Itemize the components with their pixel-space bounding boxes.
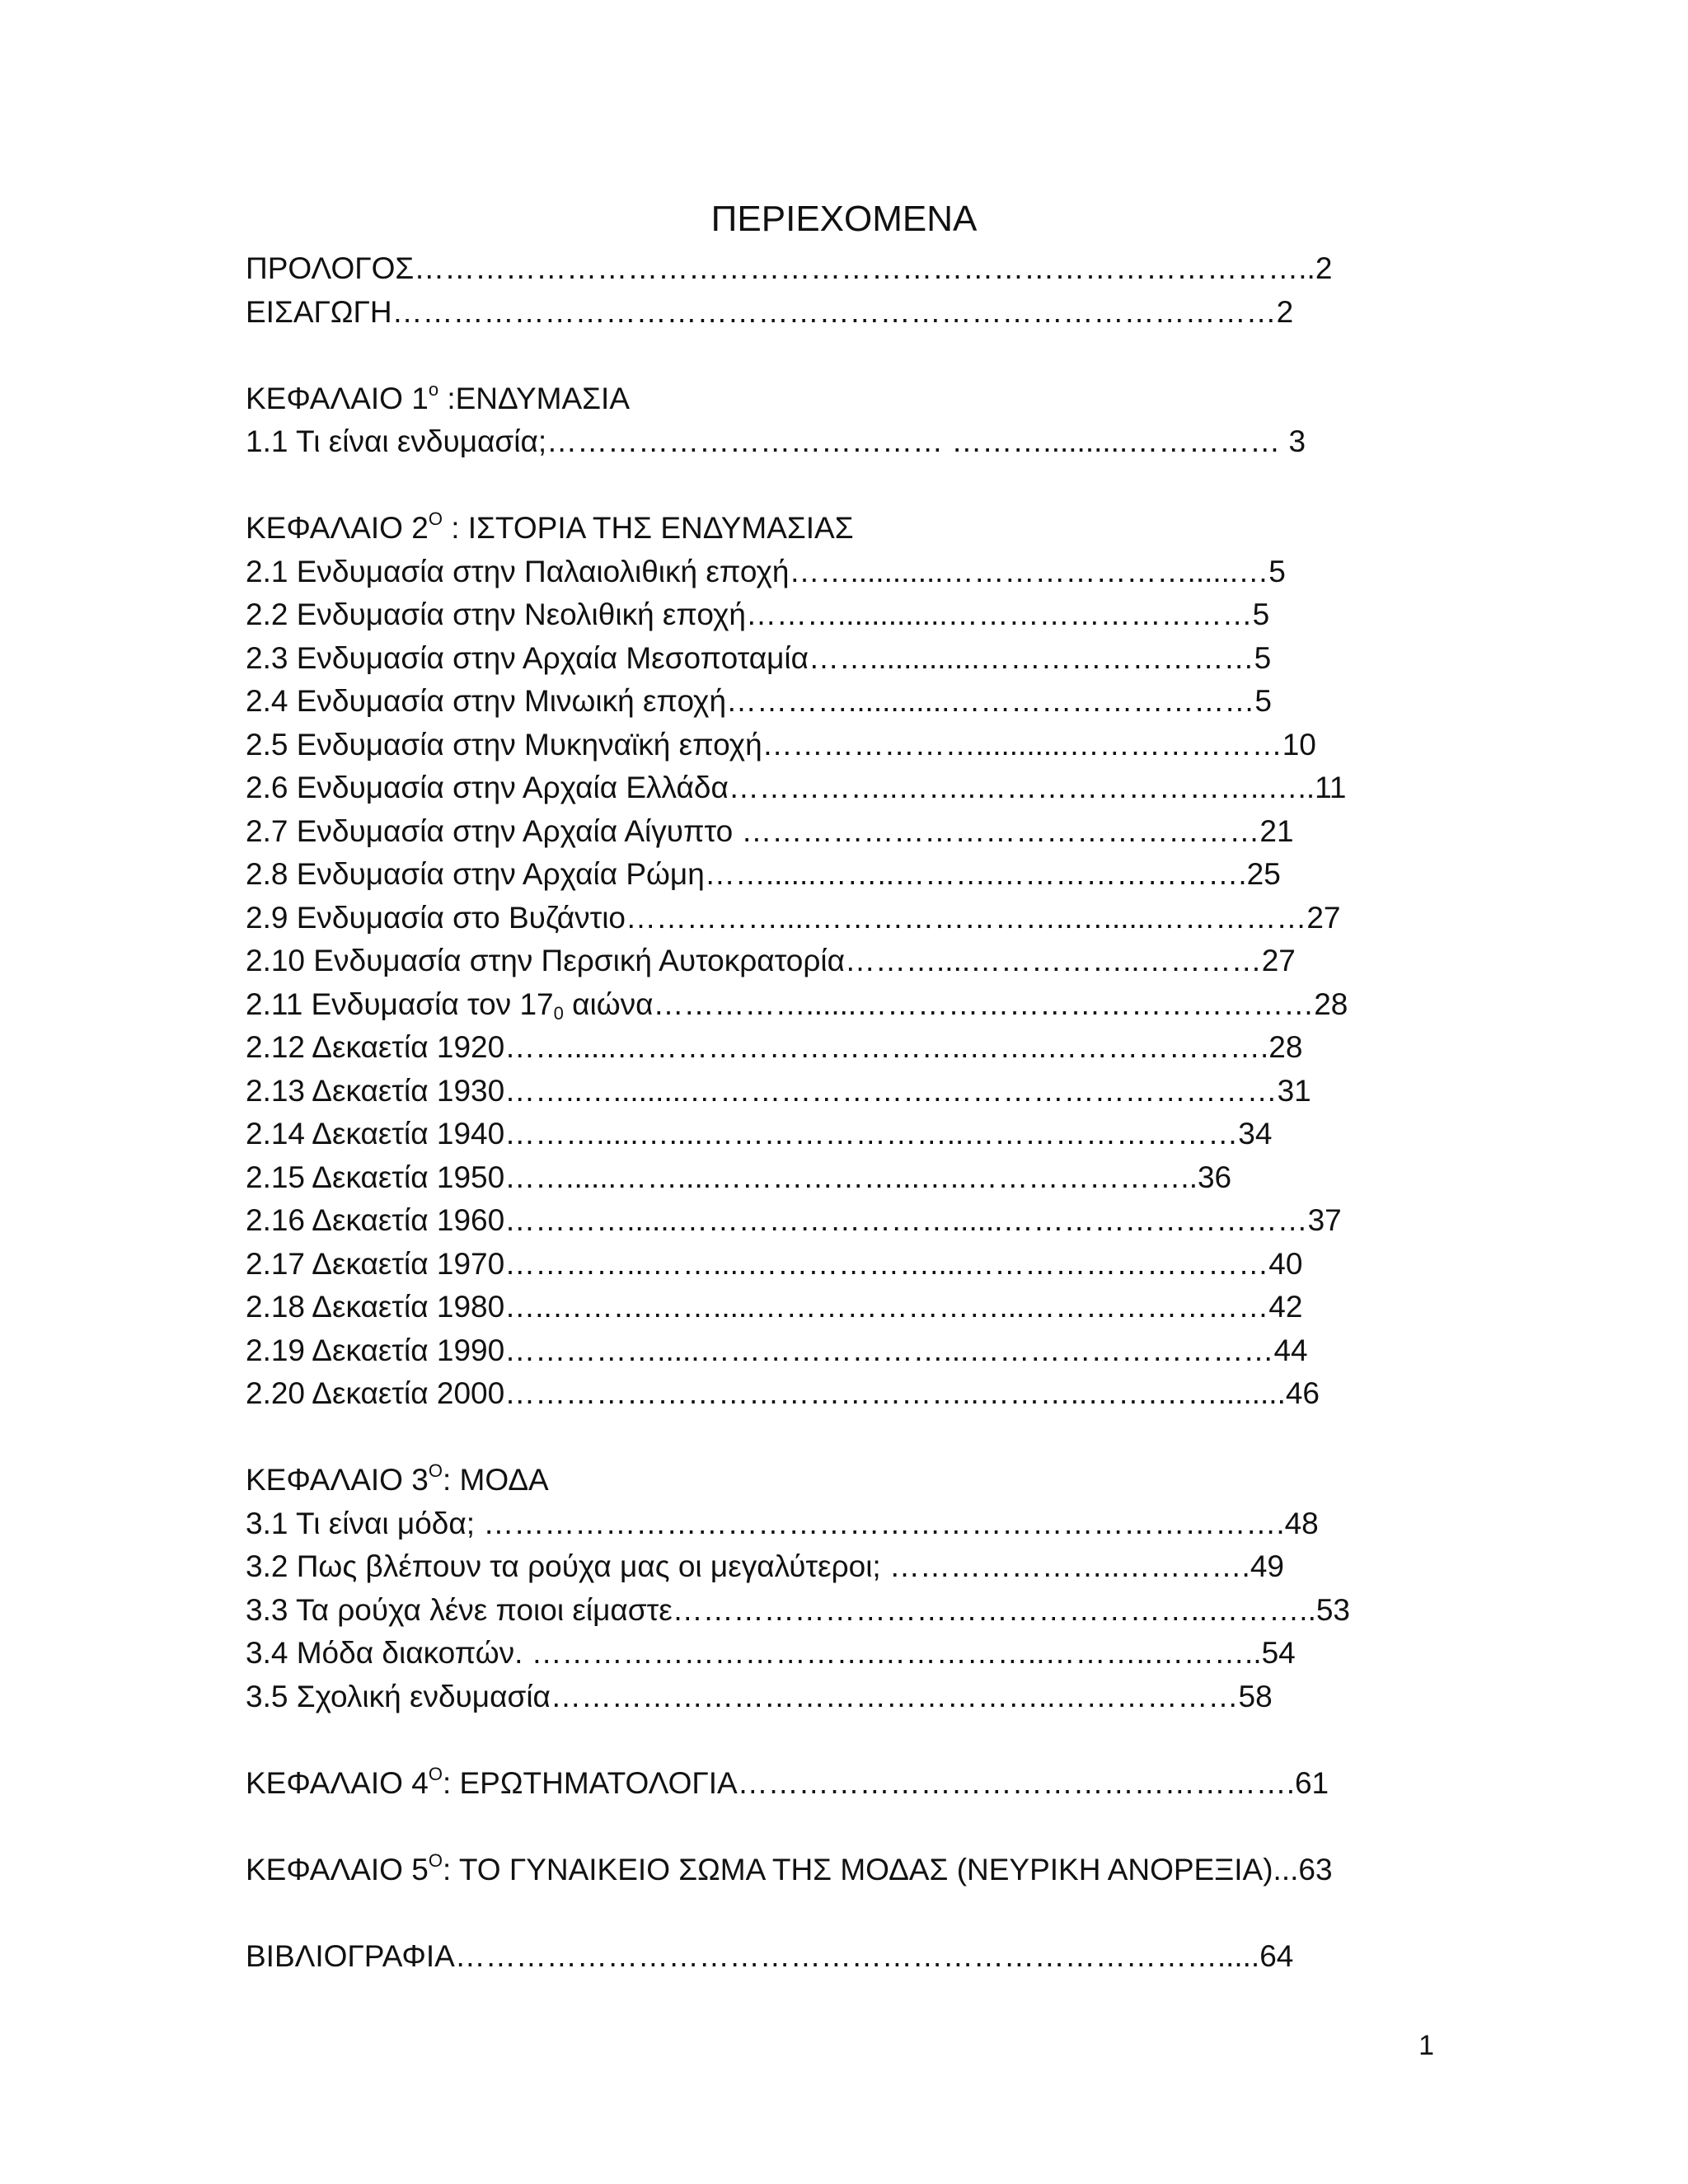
toc-entry-2-5: 2.5 Ενδυμασία στην Μυκηναϊκή εποχή…………………...........…………………10: [246, 727, 1316, 762]
toc-entry-3-1: 3.1 Τι είναι μόδα; …………………………………………………………………….48: [246, 1506, 1319, 1540]
toc-entry-3-5: 3.5 Σχολική ενδυμασία…………………………………………..………………58: [246, 1679, 1273, 1713]
toc-entry-2-15: 2.15 Δεκαετία 1950……......……....………………...…..…………………..36: [246, 1160, 1232, 1194]
toc-entry-2-18: 2.18 Δεκαετία 1980…..……….…….....……………………...……………………42: [246, 1290, 1303, 1324]
toc-entry-1-1: 1.1 Τι είναι ενδυμασία;………………………………… ………..........…………… 3: [246, 424, 1306, 458]
toc-entry-2-17: 2.17 Δεκαετία 1970…………...……....………………....…………………………40: [246, 1246, 1303, 1281]
toc-entry-2-19: 2.19 Δεκαετία 1990…………….....……………………...…………………………44: [246, 1333, 1308, 1367]
toc-chapter-1-heading: ΚΕΦΑΛΑΙΟ $1^o$ :ΕΝΔΥΜΑΣΙΑ: [246, 378, 630, 415]
toc-entry-bibliography: ΒΙΒΛΙΟΓΡΑΦΙΑ………………………………………………………………….....64: [246, 1938, 1294, 1973]
table-of-contents: [246, 247, 1424, 1978]
toc-entry-2-13: 2.13 Δεκαετία 1930……..….........…………………….……………………………31: [246, 1073, 1311, 1108]
toc-entry-2-12: 2.12 Δεκαετία 1920……......……………………………..……..………………….28: [246, 1030, 1303, 1064]
toc-entry-2-1: 2.1 Ενδυμασία στην Παλαιολιθική εποχή……...........……………………......…5: [246, 554, 1286, 588]
toc-entry-2-8: 2.8 Ενδυμασία στην Αρχαία Ρώμη……......……..……….…………………….25: [246, 857, 1281, 891]
toc-entry-2-14: 2.14 Δεκαετία 1940……….....…....……………………..………………………34: [246, 1117, 1273, 1151]
toc-entry-2-3: 2.3 Ενδυμασία στην Αρχαία Μεσοποταμία…….............………………………5: [246, 640, 1272, 675]
toc-entry-3-3: 3.3 Τα ρούχα λένε ποιοι είμαστε……………………………………………..………..53: [246, 1592, 1351, 1627]
toc-entry-2-11: 2.11 Ενδυμασία τον $17_0$ αιώνα……………......………………………………………28: [246, 987, 1348, 1024]
toc-chapter-2-heading: ΚΕΦΑΛΑΙΟ $2^O$ : ΙΣΤΟΡΙΑ ΤΗΣ ΕΝΔΥΜΑΣΙΑΣ: [246, 509, 854, 545]
page-number: 1: [1418, 2030, 1434, 2061]
toc-chapter-5-heading: ΚΕΦΑΛΑΙΟ $5^O$: ΤΟ ΓΥΝΑΙΚΕΙΟ ΣΩΜΑ ΤΗΣ ΜΟΔΑΣ (ΝΕΥΡΙΚΗ ΑΝΟΡΕΞΙΑ)...63: [246, 1849, 1333, 1886]
toc-entry-introduction: ΕΙΣΑΓΩΓΗ……………………………………………………………………………2: [246, 294, 1294, 329]
toc-entry-prologue: ΠΡΟΛΟΓΟΣ……………………………………………………………………………..2: [246, 251, 1333, 285]
toc-entry-2-20: 2.20 Δεκαετία 2000………………………………………..………..…….……........46: [246, 1376, 1320, 1410]
toc-chapter-3-heading: ΚΕΦΑΛΑΙΟ $3^O$: ΜΟΔΑ: [246, 1460, 549, 1497]
toc-chapter-4-heading: ΚΕΦΑΛΑΙΟ $4^O$: ΕΡΩΤΗΜΑΤΟΛΟΓΙΑ……………………………………………….61: [246, 1763, 1329, 1800]
toc-entry-2-2: 2.2 Ενδυμασία στην Νεολιθική εποχή……….............…………………………5: [246, 598, 1270, 631]
toc-entry-2-7: 2.7 Ενδυμασία στην Αρχαία Αίγυπτο ……………………………………………21: [246, 813, 1294, 848]
page-title: ΠΕΡΙΕΧΟΜΕΝΑ: [710, 199, 978, 239]
toc-entry-3-4: 3.4 Μόδα διακοπών. …………………………….……………..………..………..54: [246, 1636, 1296, 1670]
toc-entry-2-9: 2.9 Ενδυμασία στο Βυζάντιο……………....……………………..…......……………27: [246, 900, 1341, 935]
toc-entry-2-16: 2.16 Δεκαετία 1960…………......………………………......…………………………37: [246, 1203, 1342, 1237]
toc-entry-2-10: 2.10 Ενδυμασία στην Περσική Αυτοκρατορία………....……………..…………27: [246, 944, 1296, 977]
toc-entry-3-2: 3.2 Πως βλέπουν τα ρούχα μας οι μεγαλύτεροι; …………………..………….49: [246, 1549, 1284, 1583]
toc-entry-2-4: 2.4 Ενδυμασία στην Μινωική εποχή…………............…………………………5: [246, 684, 1272, 718]
toc-entry-2-6: 2.6 Ενδυμασία στην Αρχαία Ελλάδα……………..……..………………………..…..11: [246, 771, 1347, 804]
